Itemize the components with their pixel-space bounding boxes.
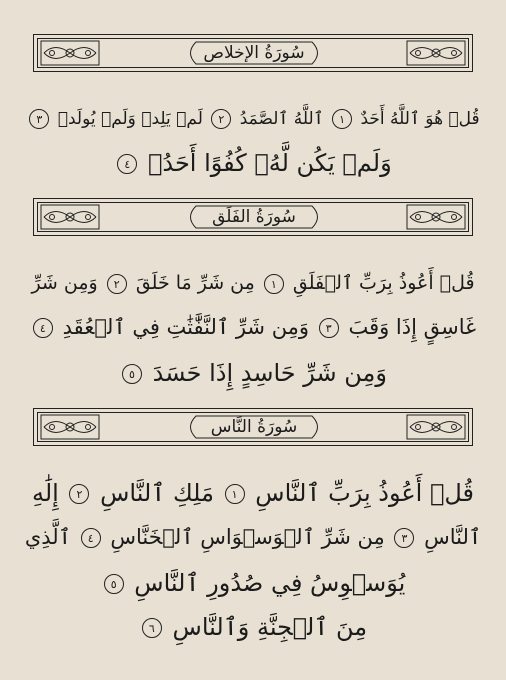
verse-number-marker: ٥ [122,364,142,384]
surah-title-banner [33,198,473,236]
verse-number-marker: ١ [264,274,284,294]
verse-text: وَمِن شَرِّ حَاسِدٍ إِذَا حَسَدَ [152,359,387,387]
verse-number-marker: ٢ [69,484,89,504]
surah-title-banner [33,408,473,446]
verse-text: وَلَمۡ يَكُن لَّهُۥ كُفُوًا أَحَدُۢ [147,149,392,177]
verse-number-marker: ٣ [394,528,414,548]
surah-title: سُورَةُ الإخلاص [203,43,305,63]
verse-number-marker: ٤ [33,318,53,338]
verse-text: لَمۡ يَلِدۡ وَلَمۡ يُولَدۡ [57,109,203,129]
verse-text: مِن شَرِّ ٱلۡوَسۡوَاسِ ٱلۡخَنَّاسِ [110,525,385,549]
verse-number-marker: ٢ [107,274,127,294]
arabesque-ornament-icon [40,414,100,440]
verse-line [22,610,484,644]
verse-text: إِلَٰهِ [31,479,59,507]
arabesque-ornament-icon [40,40,100,66]
verse-text: ٱلَّذِي [24,525,71,549]
arabesque-ornament-icon [406,40,466,66]
verse-line [22,520,484,554]
verse-line [22,102,484,136]
verse-text: مِنَ ٱلۡجِنَّةِ وَٱلنَّاسِ [172,613,368,641]
verse-line [22,356,484,390]
verse-number-marker: ٦ [142,618,162,638]
surah-title: سُورَةُ الفَلَق [212,207,296,227]
verse-text: غَاسِقٍ إِذَا وَقَبَ [348,315,477,339]
verse-line [22,146,484,180]
verse-text: قُلۡ أَعُوذُ بِرَبِّ ٱلۡفَلَقِ [292,272,475,294]
verse-number-marker: ٣ [29,109,49,129]
verse-number-marker: ٥ [104,574,124,594]
arabesque-ornament-icon [40,204,100,230]
surah-title: سُورَةُ النَّاس [210,417,298,437]
verse-line [22,476,484,510]
verse-number-marker: ١ [225,484,245,504]
verse-number-marker: ٤ [117,154,137,174]
verse-text: وَمِن شَرِّ [31,272,98,294]
verse-text: قُلۡ هُوَ ٱللَّهُ أَحَدٌ [360,109,480,129]
verse-text: ٱللَّهُ ٱلصَّمَدُ [239,109,324,129]
verse-text: قُلۡ أَعُوذُ بِرَبِّ ٱلنَّاسِ [255,479,475,507]
arabesque-ornament-icon [406,204,466,230]
verse-text: مِن شَرِّ مَا خَلَقَ [135,272,255,294]
verse-text: مَلِكِ ٱلنَّاسِ [100,479,214,507]
verse-number-marker: ٤ [81,528,101,548]
verse-text: ٱلنَّاسِ [424,525,482,549]
verse-text: يُوَسۡوِسُ فِي صُدُورِ ٱلنَّاسِ [134,569,406,597]
verse-text: وَمِن شَرِّ ٱلنَّفَّٰثَٰتِ فِي ٱلۡعُقَدِ [62,315,310,339]
verse-line [22,310,484,344]
arabesque-ornament-icon [406,414,466,440]
verse-line [22,266,484,300]
verse-number-marker: ٣ [319,318,339,338]
verse-line [22,566,484,600]
verse-number-marker: ٢ [211,109,231,129]
surah-title-banner [33,34,473,72]
verse-number-marker: ١ [332,109,352,129]
